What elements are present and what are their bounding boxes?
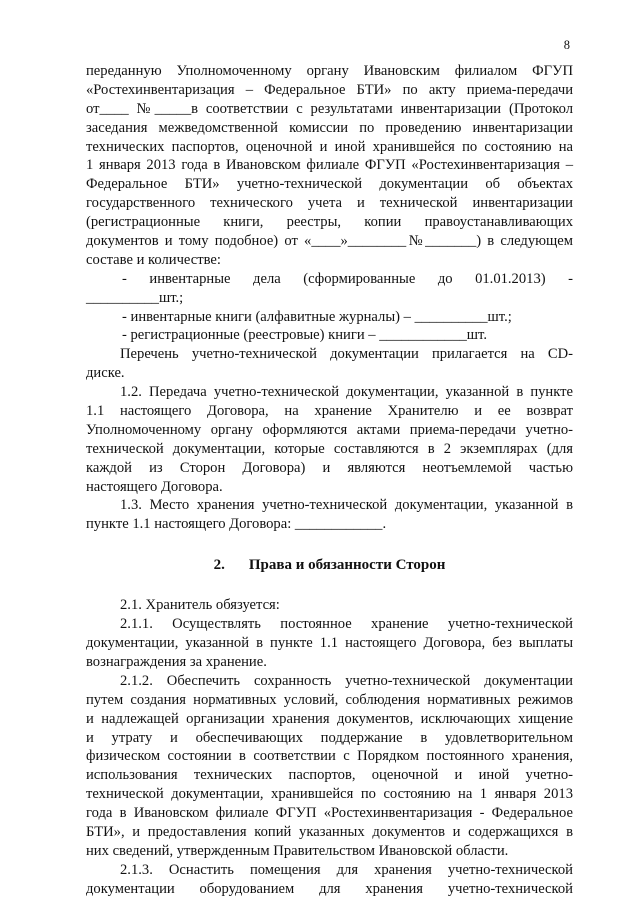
- text-line: Уполномоченному органу оформляются актами приема-передачи учетно-: [86, 421, 573, 438]
- text-line: путем создания нормативных условий, соблюдения нормативных режимов: [86, 691, 573, 708]
- spacer: [86, 534, 573, 555]
- section-2-title: Права и обязанности Сторон: [248, 557, 446, 574]
- text-line: Перечень учетно-технической документации прилагается на CD-: [120, 346, 573, 363]
- section-2-number: 2.: [213, 557, 225, 574]
- text-line: и надлежащей организации хранения документов, исключающих хищение: [86, 710, 573, 727]
- text-line: 1.3. Место хранения учетно-технической документации, указанной в: [120, 497, 573, 514]
- text-line: БТИ», и предоставления копий указанных документов и содержащихся в: [86, 823, 573, 840]
- text-line: заседания межведомственной комиссии по проведению инвентаризации: [86, 119, 573, 136]
- text-line: документов и тому подобное) от «____»________№_______) в следующем: [86, 233, 573, 250]
- text-line: технических паспортов, оценочной и иной хранившейся по состоянию на: [86, 138, 573, 155]
- text-line: Федеральное БТИ» учетно-технической документации об объектах: [86, 176, 573, 193]
- text-line: 1 января 2013 года в Ивановском филиале ФГУП «Ростехинвентаризация –: [86, 157, 573, 174]
- text-line: 2.1.1. Осуществлять постоянное хранение учетно-технической: [120, 616, 573, 633]
- section-2-text: [86, 596, 573, 898]
- text-line: - инвентарные книги (алфавитные журналы) – __________шт.;: [122, 308, 512, 325]
- text-line: __________шт.;: [86, 289, 184, 306]
- text-line: вознаграждения за хранение.: [86, 653, 267, 670]
- text-line: технической документации, хранившейся по состоянию на 1 января 2013: [86, 786, 573, 803]
- text-line: года в Ивановском филиале ФГУП «Ростехинвентаризация - Федеральное: [86, 805, 573, 822]
- text-line: диске.: [86, 365, 125, 382]
- text-line: 1.1 настоящего Договора, на хранение Хранителю и ее возврат: [86, 403, 573, 420]
- text-line: - регистрационные (реестровые) книги – ____________шт.: [122, 327, 487, 344]
- text-line: пункте 1.1 настоящего Договора: ____________.: [86, 516, 387, 533]
- text-line: - инвентарные дела (сформированные до 01.01.2013) -: [122, 270, 573, 287]
- text-line: каждой из Сторон Договора) и являются неотъемлемой частью: [86, 459, 573, 476]
- text-line: физическом состоянии в соответствии с Порядком постоянного хранения,: [86, 748, 573, 765]
- section-2-heading: [86, 555, 573, 575]
- section-1-text: [86, 62, 573, 534]
- text-line: 2.1.3. Оснастить помещения для хранения учетно-технической: [120, 861, 573, 878]
- document-body: [86, 62, 573, 899]
- text-line: технической документации, которые составляются в 2 экземплярах (для: [86, 440, 573, 457]
- text-line: «Ростехинвентаризация – Федеральное БТИ» по акту приема-передачи: [86, 81, 573, 98]
- text-line: государственного технического учета и технической инвентаризации: [86, 195, 573, 212]
- text-line: 2.1.2. Обеспечить сохранность учетно-технической документации: [120, 672, 573, 689]
- text-line: документации, указанной в пункте 1.1 настоящего Договора, без выплаты: [86, 635, 573, 652]
- text-line: документации оборудованием для хранения учетно-технической: [86, 880, 573, 897]
- text-line: составе и количестве:: [86, 251, 221, 268]
- text-line: от____ №_____в соответствии с результатами инвентаризации (Протокол: [86, 100, 573, 117]
- text-line: 1.2. Передача учетно-технической документации, указанной в пункте: [120, 384, 573, 401]
- text-line: и утрату и обеспечивающих поддержание в удовлетворительном: [86, 729, 573, 746]
- spacer: [86, 575, 573, 596]
- page-number: 8: [563, 38, 570, 52]
- text-line: 2.1. Хранитель обязуется:: [120, 597, 280, 614]
- text-line: (регистрационные книги, реестры, копии правоустанавливающих: [86, 214, 573, 231]
- text-line: них сведений, утвержденным Правительством Ивановской области.: [86, 842, 509, 859]
- text-line: настоящего Договора.: [86, 478, 223, 495]
- text-line: переданную Уполномоченному органу Ивановским филиалом ФГУП: [86, 63, 573, 79]
- text-line: использования технических паспортов, оценочной и иной учетно-: [86, 767, 573, 784]
